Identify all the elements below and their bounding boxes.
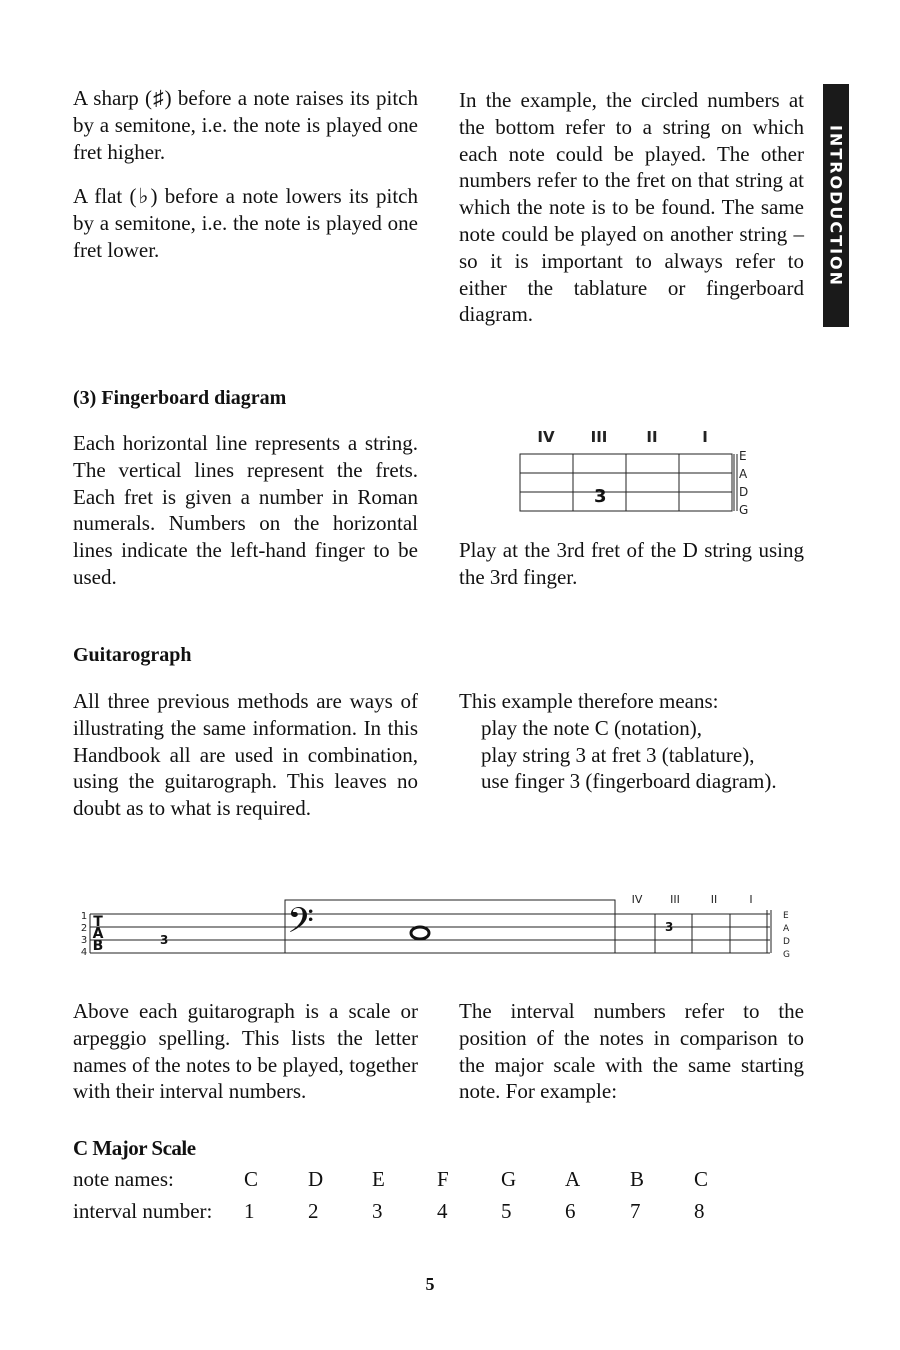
note-name-cell: C <box>694 1167 709 1191</box>
tab-string-number-4: 4 <box>80 947 88 958</box>
graph-fret-label-iv: IV <box>631 893 643 906</box>
note-name-cell: F <box>437 1167 449 1191</box>
interval-number-cell: 3 <box>372 1199 383 1223</box>
note-name-cell: A <box>565 1167 581 1191</box>
graph-string-label-d: D <box>783 937 790 947</box>
interval-number-cell: 7 <box>630 1199 641 1223</box>
sharp-paragraph: A sharp (♯) before a note raises its pitch by a semitone, i.e. the note is played one fret higher. <box>73 86 418 164</box>
fret-label-ii: II <box>646 428 658 446</box>
guitarograph-description: All three previous methods are ways of illustrating the same information. In this Handbook all are used in combination, using the guitarograph. This leaves no doubt as to what is required. <box>73 689 418 821</box>
interval-number-cell: 6 <box>565 1199 576 1223</box>
fret-label-iv: IV <box>537 428 555 446</box>
string-label-d: D <box>739 485 749 499</box>
example-line-tablature: play string 3 at fret 3 (tablature), <box>481 742 755 767</box>
scale-title: C Major Scale <box>73 1136 196 1160</box>
interval-number-cell: 2 <box>308 1199 319 1223</box>
note-name-cell: G <box>501 1167 517 1191</box>
note-name-cell: E <box>372 1167 385 1191</box>
fingerboard-description: Each horizontal line represents a string. The vertical lines represent the frets. Each fret is given a number in Roman numerals. Numbers on the horizontal lines indicate the left-hand finger to be used. <box>73 431 418 589</box>
tab-letter-b: B <box>92 938 104 954</box>
fret-label-iii: III <box>590 428 608 446</box>
tab-fret-number: 3 <box>160 933 169 947</box>
string-label-e: E <box>739 449 747 463</box>
graph-fret-label-iii: III <box>670 893 680 906</box>
tab-string-number-2: 2 <box>80 923 88 934</box>
page-number: 5 <box>425 1274 435 1294</box>
example-line-notation: play the note C (notation), <box>481 715 703 740</box>
graph-fret-label-i: I <box>749 893 753 906</box>
graph-string-label-e: E <box>783 911 789 921</box>
example-explanation <box>459 688 804 795</box>
note-names-label: note names: <box>73 1167 174 1191</box>
example-line-fingerboard: use finger 3 (fingerboard diagram). <box>481 769 777 794</box>
guitarograph-graphic <box>70 885 810 965</box>
interval-number-cell: 1 <box>244 1199 255 1223</box>
flat-paragraph: A flat (♭) before a note lowers its pitch by a semitone, i.e. the note is played one fret lower. <box>73 184 418 262</box>
example-intro: This example therefore means: <box>459 689 719 713</box>
tab-letter-a: A <box>92 926 104 942</box>
note-name-cell: C <box>244 1167 259 1191</box>
section-tab-label: INTRODUCTION <box>826 124 846 287</box>
circled-numbers-paragraph: In the example, the circled numbers at the bottom refer to a string on which each note could be played. The other numbers refer to the fret on that string at which the note is to be found. The same note could be played on another string – so it is important to always refer to either the tablature or fingerboard diagram. <box>459 88 804 327</box>
interval-number-cell: 4 <box>437 1199 448 1223</box>
tab-string-number-3: 3 <box>80 935 88 946</box>
bass-clef-icon: 𝄢 <box>287 900 315 949</box>
fingerboard-heading: (3) Fingerboard diagram <box>73 387 287 409</box>
whole-note-icon <box>411 927 429 939</box>
note-name-cell: D <box>308 1167 324 1191</box>
interval-numbers-row <box>73 1199 773 1227</box>
note-names-row <box>73 1167 773 1195</box>
interval-paragraph: The interval numbers refer to the position of the notes in comparison to the major scale with the same starting note. For example: <box>459 999 804 1104</box>
spelling-paragraph: Above each guitarograph is a scale or arpeggio spelling. This lists the letter names of the notes to be played, together with their interval numbers. <box>73 999 418 1104</box>
graph-string-label-a: A <box>783 924 790 934</box>
tab-string-number-1: 1 <box>80 911 88 922</box>
finger-number: 3 <box>594 486 607 507</box>
guitarograph-heading: Guitarograph <box>73 644 192 666</box>
tab-letter-t: T <box>93 914 103 930</box>
note-name-cell: B <box>630 1167 645 1191</box>
fingerboard-caption: Play at the 3rd fret of the D string using the 3rd finger. <box>459 538 804 589</box>
string-label-g: G <box>739 503 749 517</box>
interval-number-cell: 5 <box>501 1199 512 1223</box>
fret-label-i: I <box>702 428 708 446</box>
section-tab <box>823 84 849 327</box>
interval-number-cell: 8 <box>694 1199 705 1223</box>
fingerboard-diagram <box>510 420 760 520</box>
graph-finger-number: 3 <box>665 920 674 934</box>
graph-string-label-g: G <box>783 950 790 960</box>
graph-fret-label-ii: II <box>710 893 718 906</box>
string-label-a: A <box>739 467 748 481</box>
interval-numbers-label: interval number: <box>73 1199 213 1223</box>
